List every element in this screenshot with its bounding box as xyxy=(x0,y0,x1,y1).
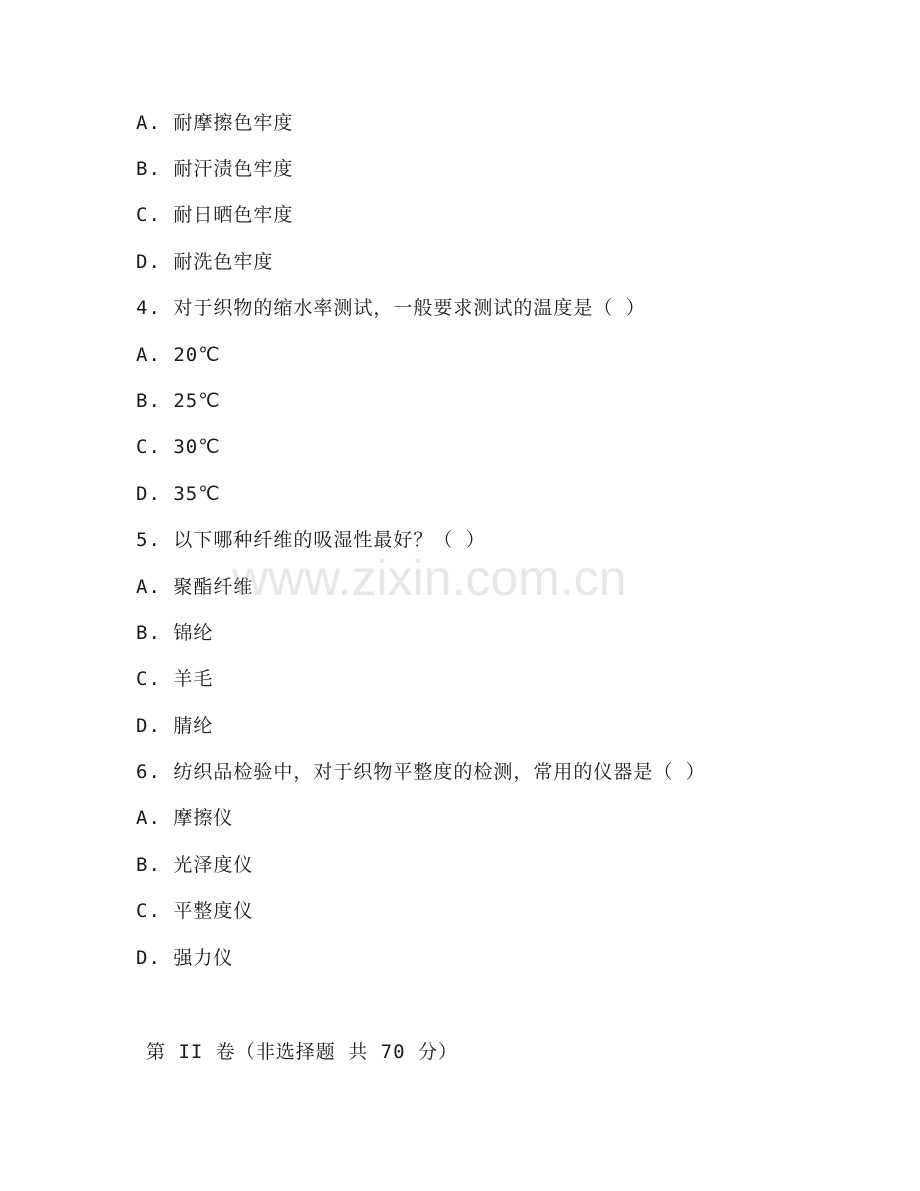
option-5a: A. 聚酯纤维 xyxy=(136,576,254,598)
option-6a: A. 摩擦仪 xyxy=(136,807,234,829)
option-5d: D. 腈纶 xyxy=(136,715,214,737)
option-3b: B. 耐汗渍色牢度 xyxy=(136,158,294,180)
option-3c: C. 耐日晒色牢度 xyxy=(136,204,294,226)
option-4c: C. 30℃ xyxy=(136,436,221,458)
option-6b: B. 光泽度仪 xyxy=(136,854,254,876)
question-4: 4. 对于织物的缩水率测试，一般要求测试的温度是（ ） xyxy=(136,297,646,319)
section-title: 第 II 卷（非选择题 共 70 分） xyxy=(146,1041,458,1063)
option-5c: C. 羊毛 xyxy=(136,668,214,690)
watermark: www.zixin.com.cn xyxy=(232,550,627,606)
question-6: 6. 纺织品检验中，对于织物平整度的检测，常用的仪器是（ ） xyxy=(136,761,706,783)
option-4b: B. 25℃ xyxy=(136,390,221,412)
option-4a: A. 20℃ xyxy=(136,344,221,366)
option-3a: A. 耐摩擦色牢度 xyxy=(136,112,294,134)
question-5: 5. 以下哪种纤维的吸湿性最好？（ ） xyxy=(136,529,486,551)
option-5b: B. 锦纶 xyxy=(136,622,214,644)
option-6d: D. 强力仪 xyxy=(136,947,234,969)
option-6c: C. 平整度仪 xyxy=(136,900,254,922)
option-4d: D. 35℃ xyxy=(136,483,221,505)
option-3d: D. 耐洗色牢度 xyxy=(136,251,274,273)
